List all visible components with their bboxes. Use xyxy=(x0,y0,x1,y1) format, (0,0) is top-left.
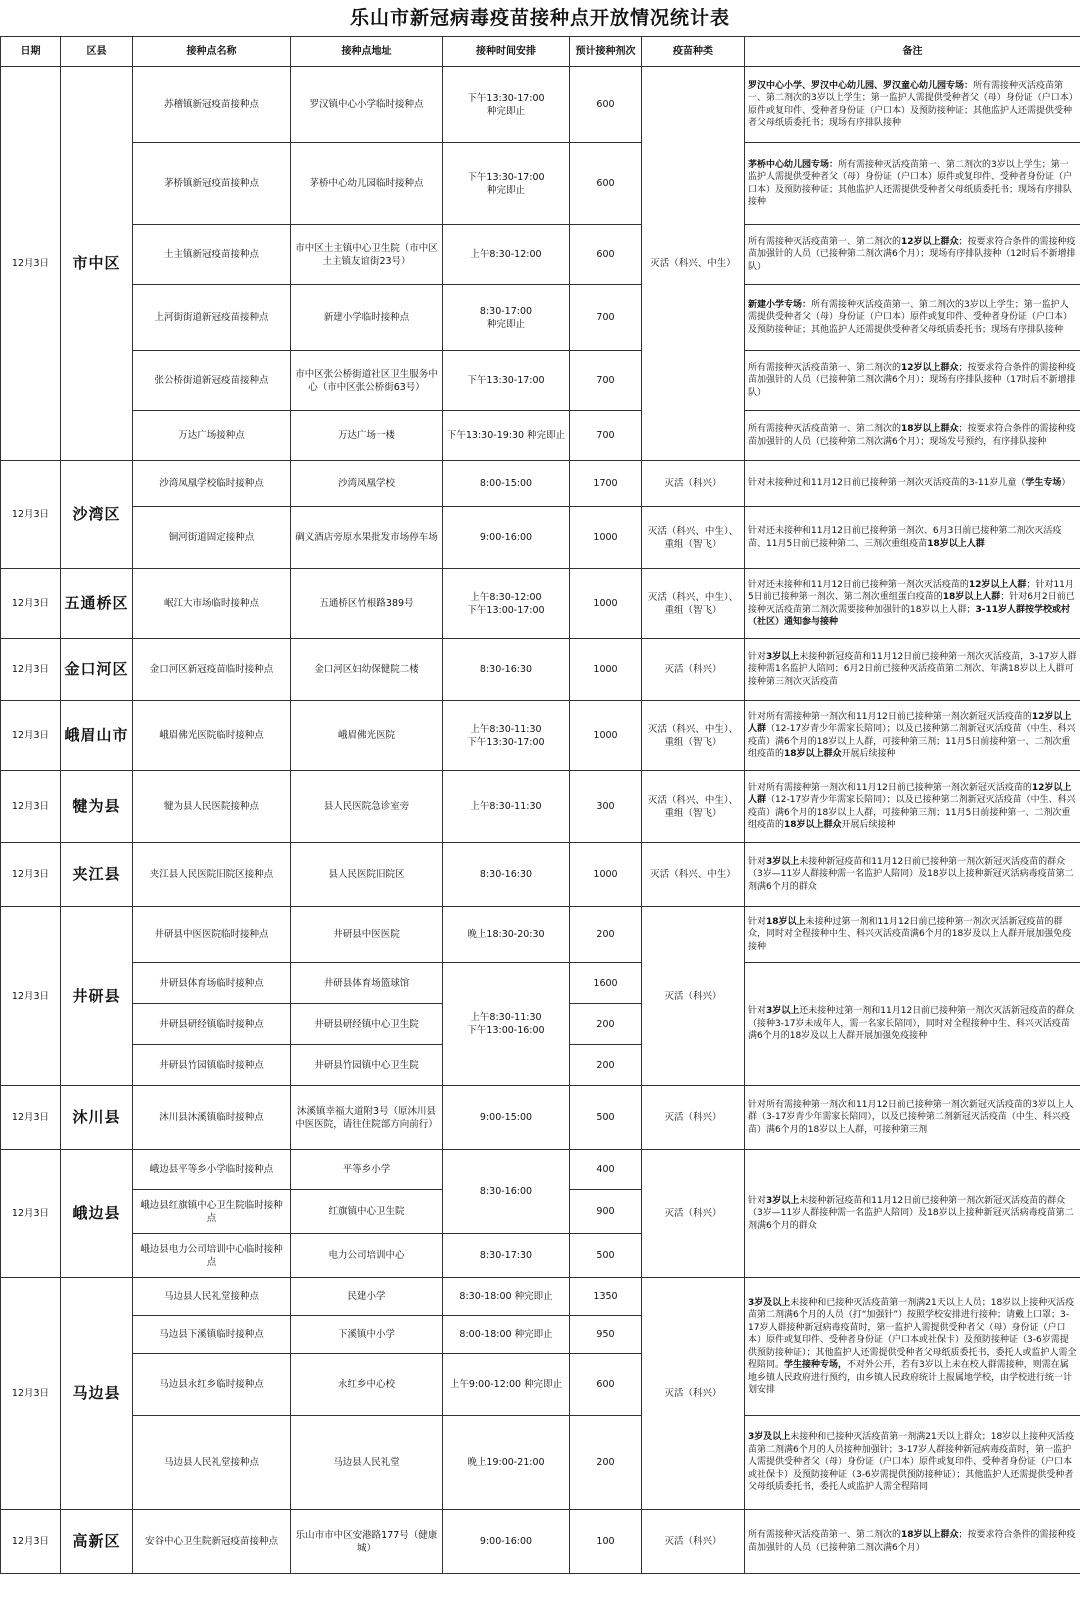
note-cell: 茅桥中心幼儿园专场：所有需接种灭活疫苗第一、第二剂次的3岁以上学生；第一监护人需提供受种者父（母）身份证（户口本）原件或复印件、受种者身份证（户口本）及预防接种证；其他监护人还需提供受种者父母纸质委托书；现场有序排队接种 xyxy=(745,143,1080,225)
site-address-cell: 井研县体育场篮球馆 xyxy=(291,963,443,1004)
time-cell: 下午13:30-17:00 种完即止 xyxy=(443,143,570,225)
doses-cell: 600 xyxy=(570,143,642,225)
time-cell: 晚上19:00-21:00 xyxy=(443,1416,570,1510)
date-cell: 12月3日 xyxy=(1,461,61,569)
doses-cell: 1000 xyxy=(570,701,642,771)
site-address-cell: 县人民医院急诊室旁 xyxy=(291,771,443,843)
doses-cell: 600 xyxy=(570,67,642,143)
site-address-cell: 县人民医院旧院区 xyxy=(291,843,443,907)
header-time: 接种时间安排 xyxy=(443,37,570,67)
doses-cell: 500 xyxy=(570,1086,642,1150)
doses-cell: 200 xyxy=(570,1045,642,1086)
doses-cell: 1600 xyxy=(570,963,642,1004)
note-cell: 针对所有需接种第一剂次和11月12日前已接种第一剂次新冠灭活疫苗的3岁以上人群（3-17岁青少年需家长陪同），以及已接种第二剂新冠灭活疫苗（中生、科兴疫苗）满6个月的18岁以上人群，可接种第三剂 xyxy=(745,1086,1080,1150)
vaccine-cell: 灭活（科兴、中生）、重组（智飞） xyxy=(642,701,745,771)
vaccine-cell: 灭活（科兴） xyxy=(642,1510,745,1574)
table-row xyxy=(1,285,1080,351)
doses-cell: 200 xyxy=(570,1416,642,1510)
table-row xyxy=(1,225,1080,285)
time-cell: 上午8:30-11:30 xyxy=(443,771,570,843)
site-name-cell: 沙湾凤凰学校临时接种点 xyxy=(133,461,291,507)
site-name-cell: 井研县研经镇临时接种点 xyxy=(133,1004,291,1045)
doses-cell: 300 xyxy=(570,771,642,843)
site-name-cell: 上河街街道新冠疫苗接种点 xyxy=(133,285,291,351)
site-address-cell: 五通桥区竹根路389号 xyxy=(291,569,443,639)
doses-cell: 1000 xyxy=(570,507,642,569)
time-cell: 8:00-18:00 种完即止 xyxy=(443,1316,570,1354)
site-address-cell: 沙湾凤凰学校 xyxy=(291,461,443,507)
site-name-cell: 井研县竹园镇临时接种点 xyxy=(133,1045,291,1086)
vaccine-cell: 灭活（科兴） xyxy=(642,1278,745,1510)
note-cell: 针对还未接种和11月12日前已接种第一剂次、6月3日前已接种第二剂次灭活疫苗、11月5日前已接种第二、三剂次重组疫苗18岁以上人群 xyxy=(745,507,1080,569)
time-cell: 9:00-16:00 xyxy=(443,507,570,569)
site-address-cell: 乐山市市中区安港路177号（健康城） xyxy=(291,1510,443,1574)
site-name-cell: 峨边县电力公司培训中心临时接种点 xyxy=(133,1234,291,1278)
time-cell: 8:30-17:00 种完即止 xyxy=(443,285,570,351)
site-address-cell: 市中区张公桥街道社区卫生服务中心（市中区张公桥街63号） xyxy=(291,351,443,411)
date-cell: 12月3日 xyxy=(1,67,61,461)
site-address-cell: 金口河区妇幼保健院二楼 xyxy=(291,639,443,701)
doses-cell: 500 xyxy=(570,1234,642,1278)
note-cell: 针对3岁以上未接种新冠疫苗和11月12日前已接种第一剂次新冠灭活疫苗的群众（3岁—11岁人群接种需一名监护人陪同）及18岁以上接种新冠灭活病毒疫苗第二剂满6个月的群众 xyxy=(745,843,1080,907)
time-cell: 下午13:30-17:00 xyxy=(443,351,570,411)
district-cell: 马边县 xyxy=(61,1278,133,1510)
time-cell: 8:30-16:30 xyxy=(443,639,570,701)
doses-cell: 1000 xyxy=(570,639,642,701)
date-cell: 12月3日 xyxy=(1,843,61,907)
note-cell: 针对3岁以上未接种新冠疫苗和11月12日前已接种第一剂次新冠灭活疫苗的群众（3岁—11岁人群接种需一名监护人陪同）及18岁以上接种新冠灭活病毒疫苗第二剂满6个月的群众 xyxy=(745,1150,1080,1278)
page-title: 乐山市新冠病毒疫苗接种点开放情况统计表 xyxy=(349,7,730,29)
doses-cell: 200 xyxy=(570,1004,642,1045)
site-address-cell: 马边县人民礼堂 xyxy=(291,1416,443,1510)
site-address-cell: 峨眉佛光医院 xyxy=(291,701,443,771)
time-cell: 上午8:30-11:30 下午13:30-17:00 xyxy=(443,701,570,771)
site-name-cell: 马边县人民礼堂接种点 xyxy=(133,1278,291,1316)
site-name-cell: 井研县体育场临时接种点 xyxy=(133,963,291,1004)
header-vaccine: 疫苗种类 xyxy=(642,37,745,67)
time-cell: 晚上18:30-20:30 xyxy=(443,907,570,963)
site-name-cell: 岷江大市场临时接种点 xyxy=(133,569,291,639)
vaccine-cell: 灭活（科兴） xyxy=(642,639,745,701)
district-cell: 市中区 xyxy=(61,67,133,461)
date-cell: 12月3日 xyxy=(1,1510,61,1574)
district-cell: 峨眉山市 xyxy=(61,701,133,771)
table-row xyxy=(1,351,1080,411)
time-cell: 下午13:30-19:30 种完即止 xyxy=(443,411,570,461)
note-cell: 针对所有需接种第一剂次和11月12日前已接种第一剂次新冠灭活疫苗的12岁以上人群（12-17岁青少年需家长陪同）；以及已接种第二剂新冠灭活疫苗（中生、科兴疫苗）满6个月的18岁以上人群，可接种第三剂；11月5日前接种第一、二剂次重组疫苗的18岁以上群众开展后续接种 xyxy=(745,701,1080,771)
table-row xyxy=(1,639,1080,701)
site-address-cell: 电力公司培训中心 xyxy=(291,1234,443,1278)
doses-cell: 700 xyxy=(570,285,642,351)
date-cell: 12月3日 xyxy=(1,1150,61,1278)
date-cell: 12月3日 xyxy=(1,701,61,771)
table-row xyxy=(1,1510,1080,1574)
district-cell: 沙湾区 xyxy=(61,461,133,569)
site-address-cell: 下溪镇中小学 xyxy=(291,1316,443,1354)
site-name-cell: 张公桥街道新冠疫苗接种点 xyxy=(133,351,291,411)
time-cell: 8:30-16:30 xyxy=(443,843,570,907)
table-row xyxy=(1,67,1080,143)
table-row xyxy=(1,771,1080,843)
site-name-cell: 金口河区新冠疫苗临时接种点 xyxy=(133,639,291,701)
doses-cell: 700 xyxy=(570,351,642,411)
doses-cell: 200 xyxy=(570,907,642,963)
vaccine-cell: 灭活（科兴、中生）、重组（智飞） xyxy=(642,771,745,843)
site-address-cell: 沐溪镇幸福大道附3号（原沐川县中医医院，请往住院部方向前行） xyxy=(291,1086,443,1150)
note-cell: 针对还未接种和11月12日前已接种第一剂次灭活疫苗的12岁以上人群；针对11月5日前已接种第一剂次、第二剂次重组蛋白疫苗的18岁以上人群；针对6月2日前已接种灭活疫苗第二剂次需要接种加强针的18岁以上人群；3-11岁人群按学校或村（社区）通知参与接种 xyxy=(745,569,1080,639)
district-cell: 高新区 xyxy=(61,1510,133,1574)
note-cell: 3岁及以上未接种和已接种灭活疫苗第一剂满21天以上人员；18岁以上接种灭活疫苗第二剂满6个月的人员（打“加强针”）按照学校安排进行接种；请戴上口罩；3-17岁人群接种新冠病毒疫苗时，第一监护人需提供受种者父（母）身份证（户口本）原件或复印件、受种者身份证（户口本或社保卡）及预防接种证（3-6岁需提供预防接种证）；其他监护人还需提供受种者父母纸质委托书，委托人或监护人需全程陪同。学生接种专场，不对外公开，若有3岁以上未在校人群需接种，则需在属地乡镇人民政府进行预约，由乡镇人民政府统计上报属地学校，由学校进行统一计划安排 xyxy=(745,1278,1080,1416)
site-address-cell: 万达广场一楼 xyxy=(291,411,443,461)
doses-cell: 700 xyxy=(570,411,642,461)
table-row xyxy=(1,843,1080,907)
date-cell: 12月3日 xyxy=(1,639,61,701)
site-address-cell: 民建小学 xyxy=(291,1278,443,1316)
date-cell: 12月3日 xyxy=(1,771,61,843)
district-cell: 犍为县 xyxy=(61,771,133,843)
time-cell: 9:00-16:00 xyxy=(443,1510,570,1574)
note-cell: 3岁及以上未接种和已接种灭活疫苗第一剂满21天以上群众；18岁以上接种灭活疫苗第二剂满6个月的人员接种加强针；3-17岁人群接种新冠病毒疫苗时，第一监护人需提供受种者父（母）身份证（户口本）原件或复印件、受种者身份证（户口本或社保卡）及预防接种证（3-6岁需提供预防接种证）；其他监护人还需提供受种者父母纸质委托书，委托人或监护人需全程陪同 xyxy=(745,1416,1080,1510)
note-cell: 针对3岁以上未接种新冠疫苗和11月12日前已接种第一剂次灭活疫苗，3-17岁人群接种需1名监护人陪同；6月2日前已接种灭活疫苗第二剂次、年满18岁以上人群可接种第三剂次灭活疫苗 xyxy=(745,639,1080,701)
table-row xyxy=(1,1086,1080,1150)
site-address-cell: 新建小学临时接种点 xyxy=(291,285,443,351)
site-address-cell: 平等乡小学 xyxy=(291,1150,443,1190)
site-name-cell: 夹江县人民医院旧院区接种点 xyxy=(133,843,291,907)
vaccine-cell: 灭活（科兴） xyxy=(642,461,745,507)
table-row xyxy=(1,1416,1080,1510)
site-name-cell: 苏稽镇新冠疫苗接种点 xyxy=(133,67,291,143)
site-name-cell: 土主镇新冠疫苗接种点 xyxy=(133,225,291,285)
vaccination-table xyxy=(0,36,1080,1574)
date-cell: 12月3日 xyxy=(1,907,61,1086)
table-row xyxy=(1,907,1080,963)
site-name-cell: 峨眉佛光医院临时接种点 xyxy=(133,701,291,771)
vaccine-cell: 灭活（科兴、中生）、重组（智飞） xyxy=(642,569,745,639)
date-cell: 12月3日 xyxy=(1,1086,61,1150)
vaccine-cell: 灭活（科兴、中生） xyxy=(642,67,745,461)
note-cell: 针对所有需接种第一剂次和11月12日前已接种第一剂次新冠灭活疫苗的12岁以上人群（12-17岁青少年需家长陪同）；以及已接种第二剂新冠灭活疫苗（中生、科兴疫苗）满6个月的18岁以上人群，可接种第三剂；11月5日前接种第一、二剂次重组疫苗的18岁以上群众开展后续接种 xyxy=(745,771,1080,843)
time-cell: 上午8:30-11:30 下午13:00-16:00 xyxy=(443,963,570,1086)
vaccine-cell: 灭活（科兴） xyxy=(642,1086,745,1150)
site-name-cell: 铜河街道固定接种点 xyxy=(133,507,291,569)
table-row xyxy=(1,411,1080,461)
time-cell: 8:00-15:00 xyxy=(443,461,570,507)
site-address-cell: 茅桥中心幼儿园临时接种点 xyxy=(291,143,443,225)
header-date: 日期 xyxy=(1,37,61,67)
district-cell: 井研县 xyxy=(61,907,133,1086)
time-cell: 9:00-15:00 xyxy=(443,1086,570,1150)
site-address-cell: 井研县竹园镇中心卫生院 xyxy=(291,1045,443,1086)
doses-cell: 600 xyxy=(570,225,642,285)
table-row xyxy=(1,507,1080,569)
site-name-cell: 茅桥镇新冠疫苗接种点 xyxy=(133,143,291,225)
site-name-cell: 峨边县平等乡小学临时接种点 xyxy=(133,1150,291,1190)
site-name-cell: 马边县人民礼堂接种点 xyxy=(133,1416,291,1510)
site-address-cell: 永红乡中心校 xyxy=(291,1354,443,1416)
site-name-cell: 马边县下溪镇临时接种点 xyxy=(133,1316,291,1354)
table-row xyxy=(1,569,1080,639)
doses-cell: 950 xyxy=(570,1316,642,1354)
table-row xyxy=(1,461,1080,507)
note-cell: 所有需接种灭活疫苗第一、第二剂次的12岁以上群众；按要求符合条件的需接种疫苗加强针的人员（已接种第二剂次满6个月）；现场有序排队接种（12时后不新增排队） xyxy=(745,225,1080,285)
header-site-address: 接种点地址 xyxy=(291,37,443,67)
note-cell: 所有需接种灭活疫苗第一、第二剂次的18岁以上群众；按要求符合条件的需接种疫苗加强针的人员（已接种第二剂次满6个月） xyxy=(745,1510,1080,1574)
table-row xyxy=(1,963,1080,1004)
header-note: 备注 xyxy=(745,37,1080,67)
vaccine-cell: 灭活（科兴） xyxy=(642,1150,745,1278)
note-cell: 所有需接种灭活疫苗第一、第二剂次的12岁以上群众；按要求符合条件的需接种疫苗加强针的人员（已接种第二剂次满6个月）；现场有序排队接种（17时后不新增排队） xyxy=(745,351,1080,411)
site-address-cell: 罗汉镇中心小学临时接种点 xyxy=(291,67,443,143)
table-body xyxy=(1,67,1080,1574)
district-cell: 金口河区 xyxy=(61,639,133,701)
site-name-cell: 万达广场接种点 xyxy=(133,411,291,461)
doses-cell: 1000 xyxy=(570,843,642,907)
site-name-cell: 犍为县人民医院接种点 xyxy=(133,771,291,843)
time-cell: 上午9:00-12:00 种完即止 xyxy=(443,1354,570,1416)
vaccine-cell: 灭活（科兴） xyxy=(642,907,745,1086)
doses-cell: 1000 xyxy=(570,569,642,639)
site-name-cell: 沐川县沐溪镇临时接种点 xyxy=(133,1086,291,1150)
site-name-cell: 峨边县红旗镇中心卫生院临时接种点 xyxy=(133,1190,291,1234)
site-address-cell: 红旗镇中心卫生院 xyxy=(291,1190,443,1234)
note-cell: 罗汉中心小学、罗汉中心幼儿园、罗汉童心幼儿园专场：所有需接种灭活疫苗第一、第二剂次的3岁以上学生；第一监护人需提供受种者父（母）身份证（户口本）原件或复印件、受种者身份证（户口本）及预防接种证；其他监护人还需提供受种者父母纸质委托书；现场有序排队接种 xyxy=(745,67,1080,143)
note-cell: 针对3岁以上还未接种过第一剂和11月12日前已接种第一剂次灭活新冠疫苗的群众（接种3-17岁未成年人，需一名家长陪同），同时对全程接种中生、科兴灭活疫苗满6个月的18岁及以上人群开展加强免疫接种 xyxy=(745,963,1080,1086)
note-cell: 新建小学专场：所有需接种灭活疫苗第一、第二剂次的3岁以上学生；第一监护人需提供受种者父（母）身份证（户口本）原件或复印件、受种者身份证（户口本）及预防接种证；其他监护人还需提供受种者父母纸质委托书；现场有序排队接种 xyxy=(745,285,1080,351)
note-cell: 针对18岁以上未接种过第一剂和11月12日前已接种第一剂次灭活新冠疫苗的群众，同时对全程接种中生、科兴灭活疫苗满6个月的18岁及以上人群开展加强免疫接种 xyxy=(745,907,1080,963)
time-cell: 上午8:30-12:00 xyxy=(443,225,570,285)
time-cell: 8:30-18:00 种完即止 xyxy=(443,1278,570,1316)
site-address-cell: 井研县中医医院 xyxy=(291,907,443,963)
table-row xyxy=(1,143,1080,225)
header-doses: 预计接种剂次 xyxy=(570,37,642,67)
district-cell: 夹江县 xyxy=(61,843,133,907)
table-row xyxy=(1,701,1080,771)
table-row xyxy=(1,1150,1080,1190)
date-cell: 12月3日 xyxy=(1,569,61,639)
doses-cell: 900 xyxy=(570,1190,642,1234)
site-name-cell: 马边县永红乡临时接种点 xyxy=(133,1354,291,1416)
doses-cell: 400 xyxy=(570,1150,642,1190)
site-name-cell: 井研县中医医院临时接种点 xyxy=(133,907,291,963)
vaccine-cell: 灭活（科兴、中生） xyxy=(642,843,745,907)
header-district: 区县 xyxy=(61,37,133,67)
doses-cell: 600 xyxy=(570,1354,642,1416)
site-address-cell: 碉义酒店旁原水果批发市场停车场 xyxy=(291,507,443,569)
header-site-name: 接种点名称 xyxy=(133,37,291,67)
site-address-cell: 市中区土主镇中心卫生院（市中区土主镇友谊街23号） xyxy=(291,225,443,285)
district-cell: 峨边县 xyxy=(61,1150,133,1278)
time-cell: 8:30-17:30 xyxy=(443,1234,570,1278)
district-cell: 沐川县 xyxy=(61,1086,133,1150)
district-cell: 五通桥区 xyxy=(61,569,133,639)
site-name-cell: 安谷中心卫生院新冠疫苗接种点 xyxy=(133,1510,291,1574)
note-cell: 所有需接种灭活疫苗第一、第二剂次的18岁以上群众；按要求符合条件的需接种疫苗加强针的人员（已接种第二剂次满6个月）；现场发号预约，有序排队接种 xyxy=(745,411,1080,461)
site-address-cell: 井研县研经镇中心卫生院 xyxy=(291,1004,443,1045)
doses-cell: 100 xyxy=(570,1510,642,1574)
header-row xyxy=(1,37,1080,67)
time-cell: 8:30-16:00 xyxy=(443,1150,570,1234)
doses-cell: 1350 xyxy=(570,1278,642,1316)
note-cell: 针对未接种过和11月12日前已接种第一剂次灭活疫苗的3-11岁儿童（学生专场） xyxy=(745,461,1080,507)
vaccine-cell: 灭活（科兴、中生）、重组（智飞） xyxy=(642,507,745,569)
doses-cell: 1700 xyxy=(570,461,642,507)
table-row xyxy=(1,1278,1080,1316)
time-cell: 上午8:30-12:00 下午13:00-17:00 xyxy=(443,569,570,639)
date-cell: 12月3日 xyxy=(1,1278,61,1510)
time-cell: 下午13:30-17:00 种完即止 xyxy=(443,67,570,143)
